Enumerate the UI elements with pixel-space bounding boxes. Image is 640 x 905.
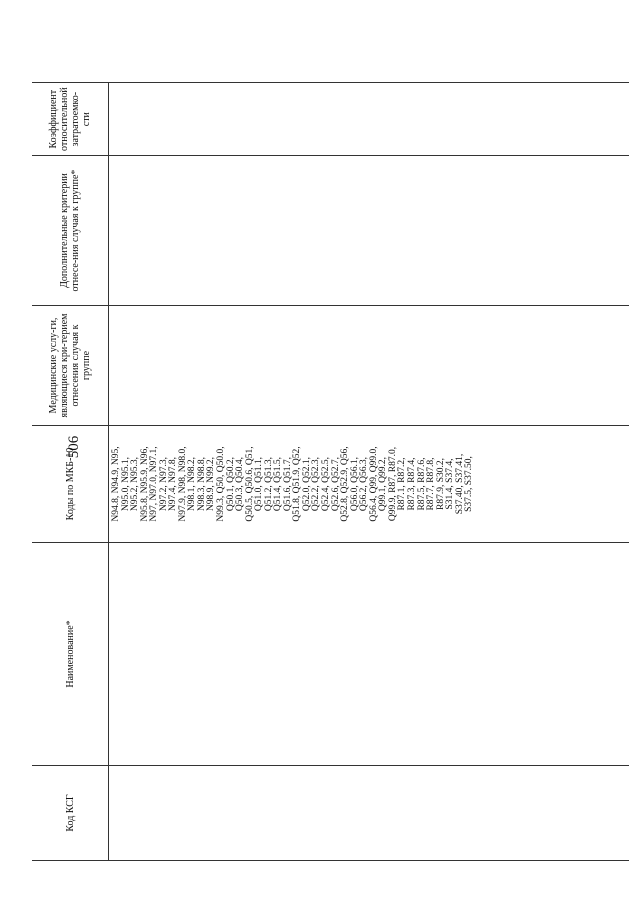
cell-name — [109, 543, 630, 766]
icd10-code-line: Q51.2, Q51.3, — [263, 456, 274, 512]
icd10-code-line: Q50.1, Q50.2, — [225, 456, 236, 512]
icd10-code-list — [109, 426, 475, 542]
icd10-code-line: R87.5, R87.6, — [416, 457, 427, 511]
icd10-code-line: Q52.2, Q52.3, — [311, 456, 322, 512]
icd10-code-line: Q56.4, Q99, Q99.0, — [368, 446, 379, 522]
icd10-code-line: N98.1, N98.2, — [187, 456, 198, 512]
icd10-code-line: Q50.5, Q50.6, Q51, — [244, 446, 255, 522]
icd10-code-line: N95.8, N95.9, N96, — [139, 446, 150, 522]
icd10-code-line: Q51.8, Q51.9, Q52, — [292, 446, 303, 522]
icd10-code-line: Q50.3, Q50.4, — [235, 456, 246, 512]
icd10-code-line: N98.9, N99.2, — [206, 456, 217, 512]
header-icd10-codes: Коды по МКБ-10 — [32, 426, 109, 543]
icd10-code-line: Q51.4, Q51.5, — [273, 456, 284, 512]
header-name: Наименование* — [32, 543, 109, 766]
icd10-code-line: N99.3, Q50, Q50.0, — [216, 446, 227, 522]
cell-cost-coefficient — [109, 83, 630, 156]
table-header-row — [32, 83, 109, 861]
icd10-code-line: Q52.6, Q52.7, — [330, 456, 341, 512]
icd10-code-line: N98.3, N98.8, — [196, 456, 207, 512]
cell-icd10-codes — [109, 426, 630, 543]
icd10-code-line: N95.0, N95.1, — [120, 456, 131, 512]
icd10-code-line: R87.3, R87.4, — [406, 457, 417, 511]
ksg-table — [32, 82, 629, 861]
icd10-code-line: Q99.1, Q99.2, — [378, 456, 389, 512]
icd10-code-line: N97.4, N97.8, — [168, 456, 179, 512]
icd10-code-line: S37.40, S37.41, — [454, 453, 465, 515]
icd10-code-line: Q56.0, Q56.1, — [349, 456, 360, 512]
icd10-code-line: R87.9, S30.2, — [435, 458, 446, 510]
icd10-code-line: Q51.0, Q51.1, — [254, 456, 265, 512]
header-medical-services: Медицинские услу-ги, являющиеся кри-терием отнесения случая к группе — [32, 306, 109, 426]
cell-medical-services — [109, 306, 630, 426]
icd10-code-line: N97.9, N98, N98.0, — [177, 446, 188, 522]
icd10-code-line: N94.8, N94.9, N95, — [111, 446, 121, 522]
icd10-code-line: N95.2, N95.3, — [130, 456, 141, 512]
icd10-code-line: N97.2, N97.3, — [158, 456, 169, 512]
header-ksg-code: Код КСГ — [32, 766, 109, 861]
icd10-code-line: R87.7, R87.8, — [426, 457, 437, 511]
header-cost-coefficient: Коэффициент относительной затратоемко-сти — [32, 83, 109, 156]
header-additional-criteria: Дополнительные критерии отнесе-ния случая к группе* — [32, 156, 109, 306]
icd10-code-line: N97, N97.0, N97.1, — [149, 446, 160, 522]
cell-additional-criteria — [109, 156, 630, 306]
page-number: 506 — [66, 435, 82, 459]
icd10-code-line: Q52.0, Q52.1, — [301, 456, 312, 512]
icd10-code-line: Q52.4, Q52.5, — [321, 456, 332, 512]
cell-ksg-code — [109, 766, 630, 861]
icd10-code-line: R87.1, R87.2, — [397, 457, 408, 511]
table-row — [109, 83, 630, 861]
icd10-code-line: Q51.6, Q51.7, — [282, 456, 293, 512]
icd10-code-line: Q56.2, Q56.3, — [359, 456, 370, 512]
icd10-code-line: S31.4, S37.4, — [445, 458, 456, 510]
icd10-code-line: S37.5, S37.50, — [464, 456, 475, 512]
icd10-code-line: Q52.8, Q52.9, Q56, — [340, 446, 351, 522]
icd10-code-line: Q99.9, R87, R87.0, — [387, 446, 398, 522]
